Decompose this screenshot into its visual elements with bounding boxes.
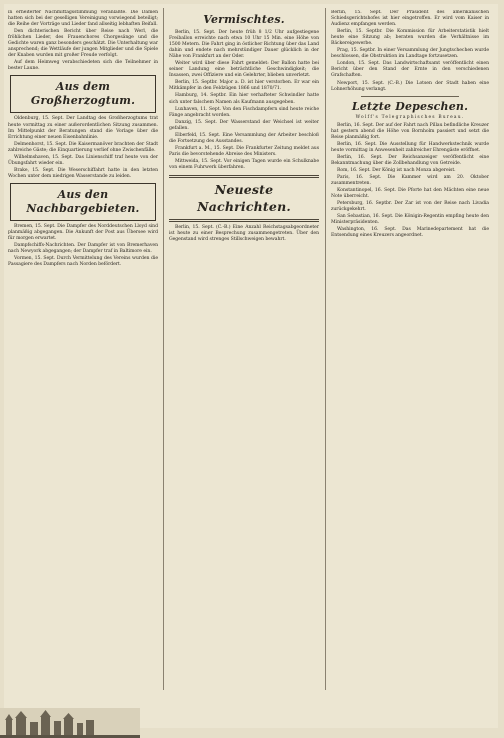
- news-item: Newport, 15. Sept. (C.-B.) Die Lotsen der Stadt haben eine Lohnerhöhung verlangt.: [331, 80, 489, 92]
- section-subheading: Wolff's Telegraphisches Bureau.: [355, 114, 465, 120]
- section-heading: Aus den Nachbargebieten.: [26, 187, 140, 215]
- news-item: Weiter wird über diese Fahrt gemeldet: Der Ballon hatte bei seiner Landung eine beträchtliche Geschwindigkeit; die Insassen, zwei Offiziere und ein Gelehrter, blieben unverletzt.: [169, 61, 319, 79]
- news-item: Elberfeld, 15. Sept. Eine Versammlung der Arbeiter beschloß die Fortsetzung des Ausstandes.: [169, 132, 319, 144]
- article-paragraph: Den dichterischen Bericht über Reise nach Werl, die fröhlichen Lieder, des Frauenchores Chorgesänge und die Gedichte waren ganz besonders geschätzt. Die Unterhaltung war ansprechend; die Wettläufe der jungen Mitglieder und die Spiele der Knaben wurden mit großer Freude verfolgt.: [8, 29, 158, 59]
- section-box: [10, 75, 156, 113]
- news-item: Berlin, 15. Septbr. Major a. D. ist hier verstorben. Er war ein Mitkämpfer in den Feldzügen 1866 und 1870/71.: [169, 80, 319, 92]
- article-paragraph: in erheiterter Nachmittagsstimmung veranlaßte. Die Damen hatten sich bei der geselligen Vereinigung vorwiegend beteiligt; die Reihe der Vorträge und Lieder fand allseitig lebhaften Beifall.: [8, 10, 158, 28]
- news-item: Berlin, 15. Septbr. Die Kommission für Arbeiterstatistik hielt heute eine Sitzung ab; beraten wurden die Verhältnisse im Bäckereigewerbe.: [331, 29, 489, 47]
- news-item: London, 15. Sept. Das Landwirtschaftsamt veröffentlicht einen Bericht über den Stand der Ernte in den verschiedenen Grafschaften.: [331, 61, 489, 79]
- dispatch-item: Berlin, 16. Sept. Der Reichsanzeiger veröffentlicht eine Bekanntmachung über die Zollbehandlung von Getreide.: [331, 154, 489, 166]
- dispatch-item: Rom, 16. Sept. Der König ist nach Monza abgereist.: [337, 167, 456, 173]
- dispatch-item: San Sebastian, 16. Sept. Die Königin-Regentin empfing heute den Ministerpräsidenten.: [331, 214, 489, 226]
- news-item: Frankfurt a. M., 15. Sept. Die Frankfurter Zeitung meldet aus Paris die bevorstehende Abreise des Ministers.: [169, 145, 319, 157]
- newspaper-page: [4, 4, 498, 728]
- right-column: [331, 10, 489, 688]
- column-rule: [163, 8, 164, 690]
- news-item: Wilhelmshaven, 15. Sept. Das Linienschiff traf heute von der Übungsfahrt wieder ein.: [8, 154, 158, 166]
- news-item: Mittweida, 15. Sept. Vor einigen Tagen wurde ein Schulknabe von einem Fuhrwerk überfahren.: [169, 158, 319, 170]
- dispatch-item: Berlin, 16. Sept. Die Ausstellung für Handwerkstechnik wurde heute vormittag in Anwesenheit zahlreicher Ehrengäste eröffnet.: [331, 141, 489, 153]
- dispatch-item: Konstantinopel, 16. Sept. Die Pforte hat den Mächten eine neue Note überreicht.: [331, 188, 489, 200]
- library-logo: [0, 708, 140, 738]
- news-item: Dampfschiffs-Nachrichten. Der Dampfer ist von Bremerhaven nach Newyork abgegangen; der Dampfer traf in Baltimore ein.: [8, 243, 158, 255]
- dispatch-item: Washington, 16. Sept. Das Marinedepartement hat die Entsendung eines Kreuzers angeordnet.: [331, 227, 489, 239]
- section-divider: [169, 219, 319, 222]
- news-item: Berlin, 15. Sept. Der Präsident des amerikanischen Schiedsgerichtshofes ist hier eingetroffen. Er wird vom Kaiser in Audienz empfangen werden.: [331, 10, 489, 28]
- news-item: Berlin, 15. Sept. Der heute früh 8 1/2 Uhr aufgestiegene Freiballon erreichte nach etwa 10 Uhr 15 Min. eine Höhe von 1500 Metern. Die Fahrt ging in östlicher Richtung über das Land dahin und endete nach mehrstündiger Dauer glücklich in der Nähe von Frankfurt an der Oder.: [169, 30, 319, 60]
- news-item: Delmenhorst, 15. Sept. Die Kaisermanöver brachten der Stadt zahlreiche Gäste; die Einquartierung verlief ohne Zwischenfälle.: [8, 141, 158, 153]
- section-divider: [361, 96, 459, 97]
- news-item: Bremen, 15. Sept. Die Dampfer des Norddeutschen Lloyd sind planmäßig abgegangen. Die Ankunft der Post aus Übersee wird für morgen erwartet.: [8, 223, 158, 242]
- news-item: Brake, 15. Sept. Die Weserschiffahrt hatte in den letzten Wochen unter dem niedrigen Wasserstande zu leiden.: [8, 167, 158, 179]
- dispatch-item: Paris, 16. Sept. Die Kammer wird am 20. Oktober zusammentreten.: [331, 175, 489, 187]
- news-item: Vormen, 15. Sept. Durch Vermittelung des Vereins wurden die Passagiere des Dampfers nach Norden befördert.: [8, 256, 158, 268]
- column-rule: [325, 8, 326, 690]
- article-paragraph: Auf dem Heimweg verabschiedeten sich die Teilnehmer in bester Laune.: [8, 60, 158, 72]
- news-item: Berlin, 15. Sept. (C.-B.) Eine Anzahl Reichstagsabgeordneter ist heute zu einer Besprechung zusammengetreten. Über den Gegenstand wird strenges Stillschweigen bewahrt.: [169, 225, 319, 243]
- news-item: Luxhaven, 11. Sept. Von den Fischdampfern sind heute reiche Fänge angebracht worden.: [169, 106, 319, 118]
- dispatch-item: Petersburg, 16. Septbr. Der Zar ist von der Reise nach Livadia zurückgekehrt.: [331, 201, 489, 213]
- section-heading: Vermischtes.: [203, 13, 285, 26]
- dispatch-item: Berlin, 16. Sept. Der auf der Fahrt nach Pillau befindliche Kreuzer hat gestern abend die Höhe von Bornholm passiert und setzt die Reise planmäßig fort.: [331, 122, 489, 140]
- left-column: [8, 10, 158, 688]
- news-item: Hamburg, 14. Septbr. Ein hier verhafteter Schwindler hatte sich unter falschem Namen als Kaufmann ausgegeben.: [169, 93, 319, 105]
- section-box: [10, 183, 156, 221]
- section-divider: [169, 175, 319, 178]
- news-item: Danzig, 15. Sept. Der Wasserstand der Weichsel ist weiter gefallen.: [169, 119, 319, 131]
- section-heading: Aus dem Großherzogtum.: [30, 80, 136, 108]
- section-heading: Letzte Depeschen.: [351, 99, 469, 113]
- news-item: Prag, 15. Septbr. In einer Versammlung der Jungtschechen wurde beschlossen, die Obstruktion im Landtage fortzusetzen.: [331, 48, 489, 60]
- news-item: Oldenburg, 15. Sept. Der Landtag des Großherzogtums trat heute vormittag zu einer außerordentlichen Sitzung zusammen. Im Mittelpunkt der Beratungen stand die Vorlage über die Errichtung einer neuen Eisenbahnlinie.: [8, 116, 158, 140]
- middle-column: [169, 10, 319, 688]
- section-heading: Neueste Nachrichten.: [197, 182, 291, 215]
